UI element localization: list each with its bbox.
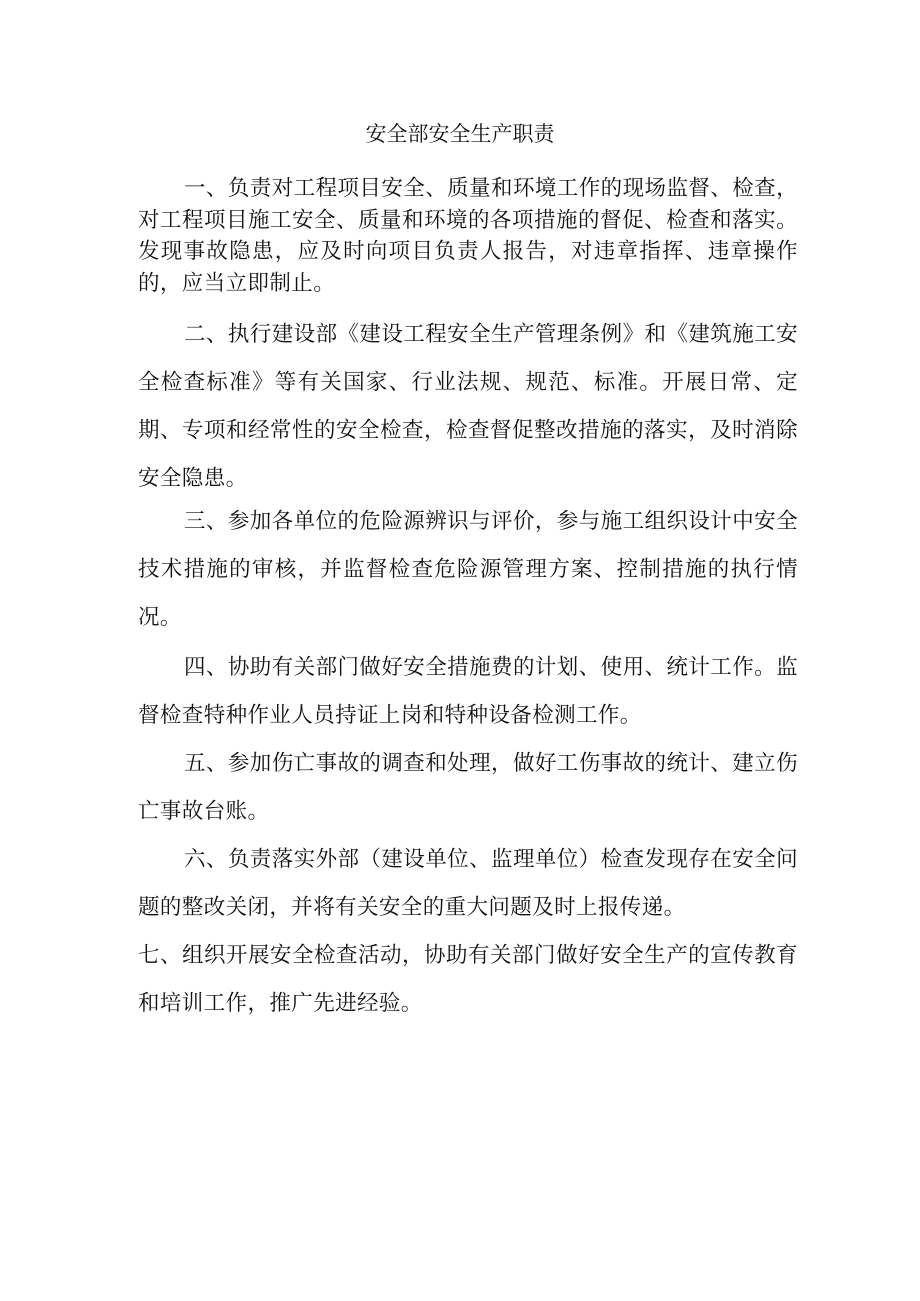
- duty-paragraph-5: 五、参加伤亡事故的调查和处理，做好工伤事故的统计、建立伤亡事故台账。: [138, 751, 798, 824]
- document-title: 安全部安全生产职责: [365, 122, 555, 146]
- duty-paragraph-2: 二、执行建设部《建设工程安全生产管理条例》和《建筑施工安全检查标准》等有关国家、行业法规、规范、标准。开展日常、定期、专项和经常性的安全检查，检查督促整改措施的落实，及时消除安全隐患。: [138, 322, 798, 491]
- duty-paragraph-3: 三、参加各单位的危险源辨识与评价，参与施工组织设计中安全技术措施的审核，并监督检查危险源管理方案、控制措施的执行情况。: [138, 509, 798, 630]
- duty-paragraph-6: 六、负责落实外部（建设单位、监理单位）检查发现存在安全问题的整改关闭，并将有关安全的重大问题及时上报传递。: [138, 847, 798, 920]
- duty-paragraph-4: 四、协助有关部门做好安全措施费的计划、使用、统计工作。监督检查特种作业人员持证上岗和特种设备检测工作。: [138, 655, 798, 728]
- duty-paragraph-7: 七、组织开展安全检查活动，协助有关部门做好安全生产的宣传教育和培训工作，推广先进经验。: [138, 943, 798, 1016]
- duty-paragraph-1: 一、负责对工程项目安全、质量和环境工作的现场监督、检查，对工程项目施工安全、质量和环境的各项措施的督促、检查和落实。发现事故隐患，应及时向项目负责人报告，对违章指挥、违章操作的，应当立即制止。: [138, 176, 798, 296]
